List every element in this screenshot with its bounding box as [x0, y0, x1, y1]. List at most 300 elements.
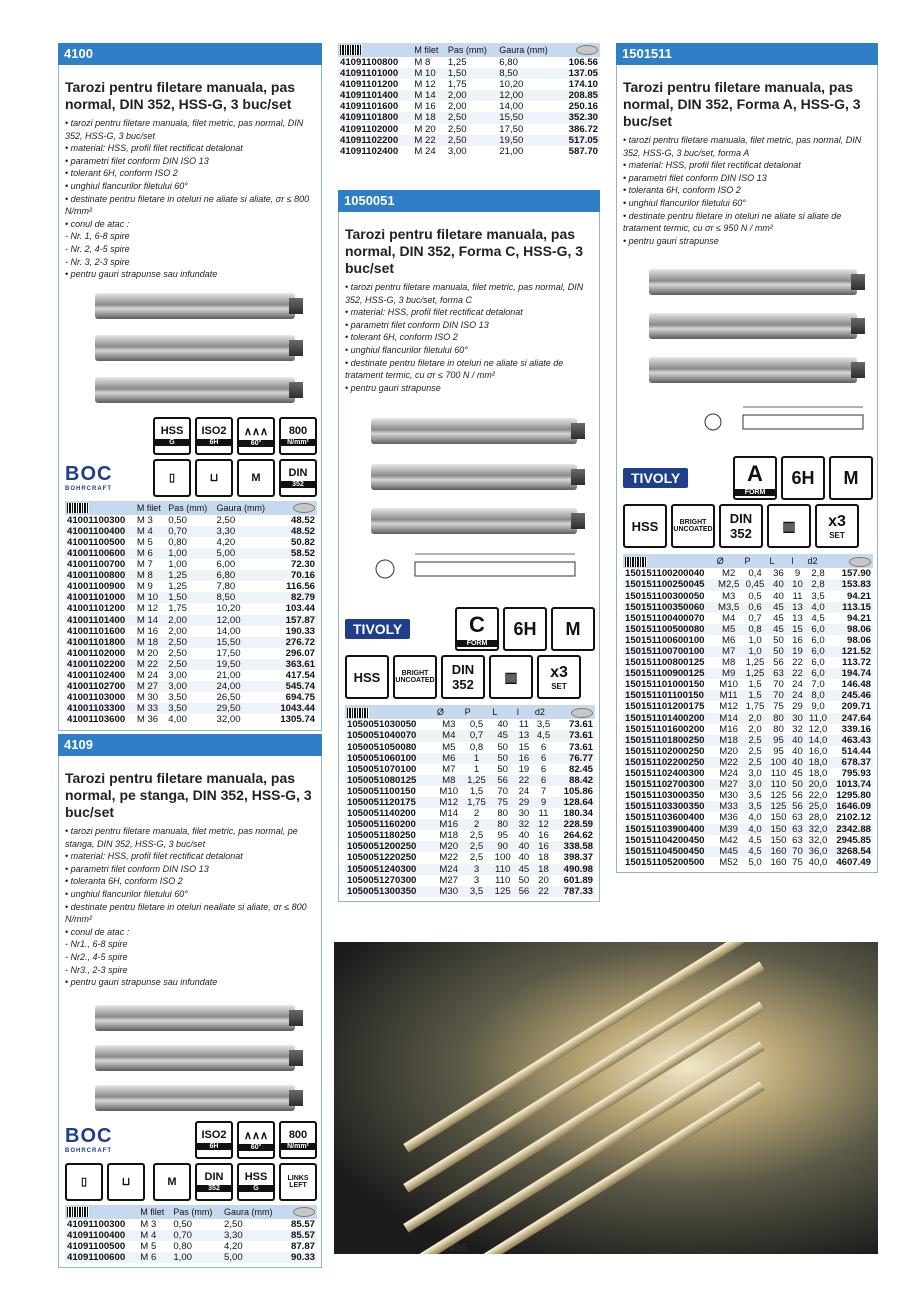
spec-value: 1,00	[168, 559, 187, 571]
table-row	[623, 812, 873, 823]
spec-value: 1,50	[446, 68, 497, 79]
product-code: 41001101000	[65, 592, 135, 603]
spec-value: 1,00	[166, 548, 214, 559]
spec-value: 80	[497, 808, 508, 820]
price: 76.77	[554, 753, 595, 764]
tap-image	[95, 1085, 295, 1111]
table-row	[345, 886, 595, 897]
spec-value: 0,8	[469, 741, 484, 753]
price: 87.87	[290, 1240, 315, 1252]
badge-row	[623, 504, 873, 548]
spec-value: 2,50	[166, 637, 214, 648]
bright-badge: BRIGHT UNCOATED	[393, 655, 437, 699]
price-table	[338, 43, 600, 157]
price: 48.52	[290, 514, 315, 526]
spec-value: 6,0	[811, 657, 825, 669]
spec-value: 2	[463, 819, 491, 830]
table-row	[345, 753, 595, 764]
price: 58.52	[274, 548, 317, 559]
desc-line: • tolerant 6H, conform ISO 2	[65, 168, 178, 179]
spec-value: 32	[515, 819, 533, 830]
desc-line: • conul de atac :	[65, 218, 130, 229]
table-row	[65, 692, 317, 703]
product-code: 41091102400	[340, 145, 399, 157]
din-badge: DIN 352	[441, 655, 485, 699]
spec-value: 1,25	[166, 570, 214, 581]
spec-value: 2,50	[446, 135, 497, 146]
product-code: 41091100300	[67, 1218, 126, 1230]
spec-value: 3,0	[748, 768, 762, 780]
product-code: 150151101000150	[625, 679, 705, 691]
spec-value: 3	[473, 874, 480, 886]
price: 245.46	[830, 690, 873, 701]
spec-value: 160	[767, 846, 789, 857]
metric-badge: M	[237, 459, 275, 497]
price: 363.61	[274, 659, 317, 670]
product-code: 150151103600400	[625, 812, 705, 824]
spec-value: 28,0	[808, 812, 828, 824]
spec-value: 45	[515, 864, 533, 875]
spec-value: 125	[770, 790, 787, 802]
price: 88.42	[554, 775, 595, 786]
price: 70.16	[274, 570, 317, 581]
spec-value: M16	[435, 819, 463, 830]
spec-value: M5	[715, 624, 743, 635]
price: 113.15	[830, 602, 873, 613]
col-header: l	[789, 554, 805, 568]
spec-value: 30	[789, 713, 805, 724]
desc-line: • pentru gauri strapunse	[345, 382, 441, 393]
section-title: Tarozi pentru filetare manuala, pas normal, pe stanga, DIN 352, HSS-G, 3 buc/set	[65, 770, 312, 820]
table-row	[623, 735, 873, 746]
product-code: 41091100600	[65, 1252, 138, 1263]
spec-value: 4,0	[806, 602, 831, 613]
blind-hole-icon: ▯	[153, 459, 191, 497]
spec-value: 0,45	[743, 579, 768, 590]
tap-image	[95, 377, 295, 403]
spec-value: 3,50	[166, 703, 214, 714]
spec-value: 22	[792, 657, 803, 669]
barcode-icon	[623, 554, 715, 568]
spec-value: 150	[767, 824, 789, 835]
col-header: d2	[806, 554, 831, 568]
spec-value: 22,0	[808, 790, 828, 802]
table-row	[65, 659, 317, 670]
spec-value: 18	[533, 864, 554, 875]
tap-image	[649, 357, 857, 383]
product-code: 41001100400	[65, 526, 135, 537]
table-row	[623, 602, 873, 613]
spec-value: 50	[789, 779, 805, 790]
product-code: 150151101100150	[623, 690, 715, 701]
price: 194.74	[830, 668, 873, 679]
desc-line: • parametri filet conform DIN ISO 13	[345, 319, 489, 330]
price: 73.61	[554, 730, 595, 741]
spec-value: M 6	[138, 1252, 171, 1263]
product-code: 150151101200175	[625, 701, 705, 713]
product-code: 1050051070100	[347, 763, 417, 775]
spec-value: M27	[715, 779, 743, 790]
spec-value: 80	[490, 819, 515, 830]
table-row	[345, 875, 595, 886]
spec-value: 5,00	[222, 1252, 284, 1263]
product-code: 150151100200040	[625, 568, 705, 580]
tap-closeup-photo	[334, 942, 878, 1254]
price: 137.05	[560, 68, 600, 79]
col-header: Gaura (mm)	[222, 1205, 284, 1219]
spec-value: 18,0	[808, 768, 828, 780]
spec-value: M12	[435, 797, 463, 808]
spec-value: 3,0	[743, 779, 768, 790]
spec-value: 1,25	[743, 668, 768, 679]
table-row	[623, 701, 873, 712]
spec-value: 20,0	[806, 779, 831, 790]
spec-value: 24	[789, 690, 805, 701]
table-row	[623, 646, 873, 657]
section-body	[58, 756, 322, 1268]
product-code: 41091100400	[65, 1230, 138, 1241]
spec-value: 15,50	[215, 637, 274, 648]
spec-value: 2,50	[446, 112, 497, 123]
table-row	[65, 559, 317, 570]
spec-value: 2,00	[168, 625, 187, 637]
spec-value: M 10	[412, 68, 446, 79]
spec-value: 10,20	[216, 603, 241, 615]
col-header: Ø	[435, 705, 463, 719]
price: 121.52	[830, 646, 873, 657]
spec-value: 2,50	[224, 1218, 243, 1230]
form-a-badge: A FORM	[733, 456, 777, 500]
spec-value: M24	[719, 768, 738, 780]
spec-value: 40	[789, 735, 805, 746]
desc-line: • pentru gauri strapunse sau infundate	[65, 977, 218, 988]
price: 174.10	[568, 79, 598, 91]
spec-value: M4	[435, 730, 463, 741]
product-code: 150151100400070	[625, 612, 705, 624]
logo-badge-row	[65, 1121, 317, 1159]
product-code: 150151102700300	[623, 779, 715, 790]
price: 228.59	[554, 819, 595, 830]
tap-dimension-diagram	[623, 399, 873, 447]
product-code: 41001102400	[67, 670, 126, 682]
price: 85.57	[290, 1218, 315, 1230]
spec-value: M20	[719, 745, 738, 757]
metric-badge: M	[153, 1163, 191, 1201]
spec-value: 24	[518, 785, 530, 797]
table-row	[65, 581, 317, 592]
spec-value: 150	[770, 834, 787, 846]
spec-value: M3,5	[715, 602, 743, 613]
desc-line: - Nr2., 4-5 spire	[65, 951, 128, 962]
spec-value: 11,0	[806, 713, 831, 724]
spec-value: 6,80	[215, 570, 274, 581]
tap-icon: ▥	[767, 504, 811, 548]
desc-line: • material: HSS, profil filet rectificat detalonat	[623, 160, 801, 171]
product-code: 1050051120175	[345, 797, 435, 808]
desc-line: • material: HSS, profil filet rectificat detalonat	[65, 851, 243, 862]
spec-value: M6	[721, 634, 736, 646]
spec-value: 36,0	[806, 846, 831, 857]
product-code: 150151105200500	[625, 856, 705, 868]
col-header: L	[767, 554, 789, 568]
spec-value: 7,80	[216, 581, 236, 593]
product-code: 150151101600200	[625, 723, 705, 735]
spec-value: 50	[497, 763, 508, 775]
desc-line: • conul de atac :	[65, 926, 130, 937]
spec-value: 9	[533, 797, 554, 808]
thread-angle-badge: ∧∧∧ 60°	[237, 417, 275, 455]
desc-line: • toleranta 6H, conform ISO 2	[65, 876, 183, 887]
spec-value: 80	[773, 723, 784, 735]
desc-line: - Nr. 3, 2-3 spire	[65, 256, 130, 267]
price: 787.33	[554, 886, 595, 897]
spec-value: 32,0	[808, 834, 828, 846]
table-row	[345, 852, 595, 863]
spec-value: 40,0	[808, 856, 828, 868]
price: 1013.74	[830, 779, 873, 790]
table-row	[65, 1219, 317, 1230]
spec-value: 63	[792, 812, 803, 824]
spec-value: 70	[497, 785, 508, 797]
spec-value: 1,25	[168, 581, 187, 593]
spec-value: 2,8	[811, 568, 825, 580]
spec-value: M6	[435, 753, 463, 764]
spec-value: 125	[767, 801, 789, 812]
spec-value: M 3	[140, 1218, 157, 1230]
spec-value: 56	[773, 657, 784, 669]
spec-value: 45	[773, 612, 784, 624]
product-code: 1050051140200	[347, 808, 416, 820]
section-body	[616, 65, 878, 873]
spec-value: 1,25	[447, 57, 467, 68]
spec-value: 50	[490, 753, 515, 764]
table-row	[338, 90, 600, 101]
col-header: P	[743, 554, 768, 568]
spec-value: 45	[490, 730, 515, 741]
din-badge: DIN 352	[195, 1163, 233, 1201]
spec-value: M20	[435, 841, 463, 852]
price: 180.34	[563, 808, 593, 820]
spec-value: 3,50	[168, 692, 187, 704]
price: 3268.54	[830, 846, 873, 857]
spec-value: 1,75	[168, 603, 187, 615]
spec-value: 2,50	[168, 647, 187, 659]
table-row	[345, 764, 595, 775]
spec-value: 70	[789, 846, 805, 857]
product-code: 41091100500	[67, 1240, 126, 1252]
spec-value: M 7	[136, 559, 153, 571]
spec-value: 4,5	[743, 846, 768, 857]
spec-value: 10	[789, 579, 805, 590]
table-row	[65, 570, 317, 581]
tap-image	[95, 293, 295, 319]
desc-line: - Nr1., 6-8 spire	[65, 939, 128, 950]
product-code: 1050051180250	[347, 830, 416, 842]
spec-value: M45	[715, 846, 743, 857]
spec-value: 3,5	[748, 790, 762, 802]
desc-line: • unghiul flancurilor filetului 60°	[65, 888, 188, 899]
spec-value: 6,0	[806, 624, 831, 635]
spec-value: 40	[518, 830, 530, 842]
spec-value: 3,00	[447, 145, 467, 157]
spec-value: 100	[767, 757, 789, 768]
table-row	[623, 657, 873, 668]
spec-value: M 14	[135, 615, 166, 626]
desc-line: - Nr. 2, 4-5 spire	[65, 243, 130, 254]
table-row	[65, 592, 317, 603]
spec-value: 13	[515, 730, 533, 741]
product-code: 1050051040070	[345, 730, 435, 741]
hss-badge: HSS G	[237, 1163, 275, 1201]
table-row	[345, 775, 595, 786]
spec-value: 1,75	[745, 701, 765, 713]
spec-value: 19,50	[215, 659, 274, 670]
spec-value: M 24	[414, 145, 436, 157]
table-row	[65, 615, 317, 626]
spec-value: 40	[515, 841, 533, 852]
spec-value: M 20	[136, 647, 159, 659]
spec-value: 11	[518, 719, 529, 731]
section-description	[623, 134, 873, 247]
spec-value: 4,0	[743, 824, 768, 835]
spec-value: 10,20	[499, 79, 524, 91]
spec-value: 4,5	[811, 612, 825, 624]
spec-value: M12	[719, 701, 738, 713]
price: 1295.80	[836, 790, 871, 802]
price: 678.37	[830, 757, 873, 768]
spec-value: 12,0	[808, 723, 828, 735]
desc-line: • tarozi pentru filetare manuala, filet metric, pas normal, pe stanga, DIN 352, HSS-G, 3 buc/set	[65, 826, 298, 849]
spec-value: 2,5	[469, 830, 484, 842]
spec-value: 13	[789, 602, 805, 613]
spec-value: M 20	[414, 123, 436, 135]
spec-value: M 16	[136, 625, 159, 637]
product-code: 41001100700	[67, 559, 126, 571]
iso2-badge: ISO2 6H	[195, 417, 233, 455]
strength-badge: 800 N/mm²	[279, 417, 317, 455]
spec-value: 16,0	[808, 745, 828, 757]
table-row	[345, 864, 595, 875]
spec-value: 7	[540, 785, 547, 797]
spec-value: 19,50	[497, 135, 560, 146]
spec-value: 7,0	[811, 679, 825, 691]
col-header: Gaura (mm)	[215, 501, 274, 515]
product-code: 150151102200250	[623, 757, 715, 768]
product-code: 41001101800	[65, 637, 135, 648]
spec-value: M27	[439, 874, 459, 886]
spec-value: 16	[515, 753, 533, 764]
desc-line: • parametri filet conform DIN ISO 13	[65, 155, 209, 166]
spec-value: 0,80	[168, 536, 187, 548]
spec-value: 63	[792, 834, 803, 846]
spec-value: 18,0	[806, 757, 831, 768]
spec-value: 1,25	[463, 775, 491, 786]
spec-value: M 22	[135, 659, 166, 670]
table-row	[65, 1241, 317, 1252]
price-table	[623, 554, 873, 868]
spec-value: 17,50	[216, 647, 241, 659]
spec-value: 50	[773, 634, 784, 646]
spec-value: 2,00	[447, 101, 467, 113]
table-row	[623, 724, 873, 735]
price: 296.07	[285, 647, 315, 659]
spec-value: M24	[435, 864, 463, 875]
section-description	[65, 825, 317, 989]
price: 208.85	[560, 90, 600, 101]
tivoly-logo: TIVOLY	[623, 468, 688, 488]
price: 694.75	[285, 692, 315, 704]
spec-value: 70	[773, 679, 784, 691]
spec-value: 110	[495, 874, 511, 886]
price: 517.05	[560, 135, 600, 146]
section-body	[338, 212, 600, 902]
col-header: Gaura (mm)	[497, 43, 560, 57]
blind-hole-icon: ▯	[65, 1163, 103, 1201]
spec-value: 14,00	[216, 625, 241, 637]
spec-value: 56	[792, 790, 803, 802]
table-row	[338, 57, 600, 68]
spec-value: 40	[792, 745, 803, 757]
table-row	[623, 846, 873, 857]
spec-value: 0,50	[173, 1218, 193, 1230]
spec-value: 45	[792, 768, 803, 780]
product-code: 41091101600	[340, 101, 399, 113]
price: 82.79	[274, 592, 317, 603]
price: 50.82	[290, 536, 315, 548]
price: 48.52	[274, 526, 317, 537]
tap-image	[95, 1005, 295, 1031]
table-row	[338, 135, 600, 146]
din-badge: DIN 352	[279, 459, 317, 497]
table-row	[338, 101, 600, 112]
product-code: 41001102700	[65, 681, 135, 692]
spec-value: 2,5	[743, 757, 768, 768]
desc-line: • unghiul flancurilor filetului 60°	[623, 197, 746, 208]
product-code: 41001100300	[67, 514, 126, 526]
table-row	[623, 835, 873, 846]
spec-value: M39	[715, 824, 743, 835]
spec-value: 95	[497, 830, 508, 842]
price: 2102.12	[836, 812, 871, 824]
spec-value: 15	[518, 741, 530, 753]
spec-value: 75	[490, 797, 515, 808]
spec-value: 3,5	[811, 590, 825, 602]
spec-value: 12,00	[497, 90, 560, 101]
price: 157.90	[841, 568, 871, 580]
product-code: 1050051160200	[345, 819, 435, 830]
spec-value: 4,20	[224, 1240, 243, 1252]
spec-value: 17,50	[499, 123, 524, 135]
logo-badge-row	[345, 607, 595, 651]
spec-value: 8,0	[806, 690, 831, 701]
desc-line: • material: HSS, profil filet rectificat detalonat	[345, 307, 523, 318]
price: 73.61	[568, 741, 593, 753]
spec-value: 15	[789, 624, 805, 635]
spec-value: M10	[439, 785, 459, 797]
spec-value: 1	[463, 753, 491, 764]
spec-value: 3,30	[222, 1230, 284, 1241]
price: 398.37	[563, 852, 593, 864]
thread-angle-badge: ∧∧∧ 60°	[237, 1121, 275, 1159]
col-header: Pas (mm)	[171, 1205, 222, 1219]
spec-value: M7	[442, 763, 456, 775]
spec-value: 56	[490, 775, 515, 786]
table-row	[623, 679, 873, 690]
col-header: Pas (mm)	[446, 43, 497, 57]
spec-value: 2,8	[806, 579, 831, 590]
spec-value: 16	[538, 830, 549, 842]
product-code: 41001103300	[65, 703, 135, 714]
